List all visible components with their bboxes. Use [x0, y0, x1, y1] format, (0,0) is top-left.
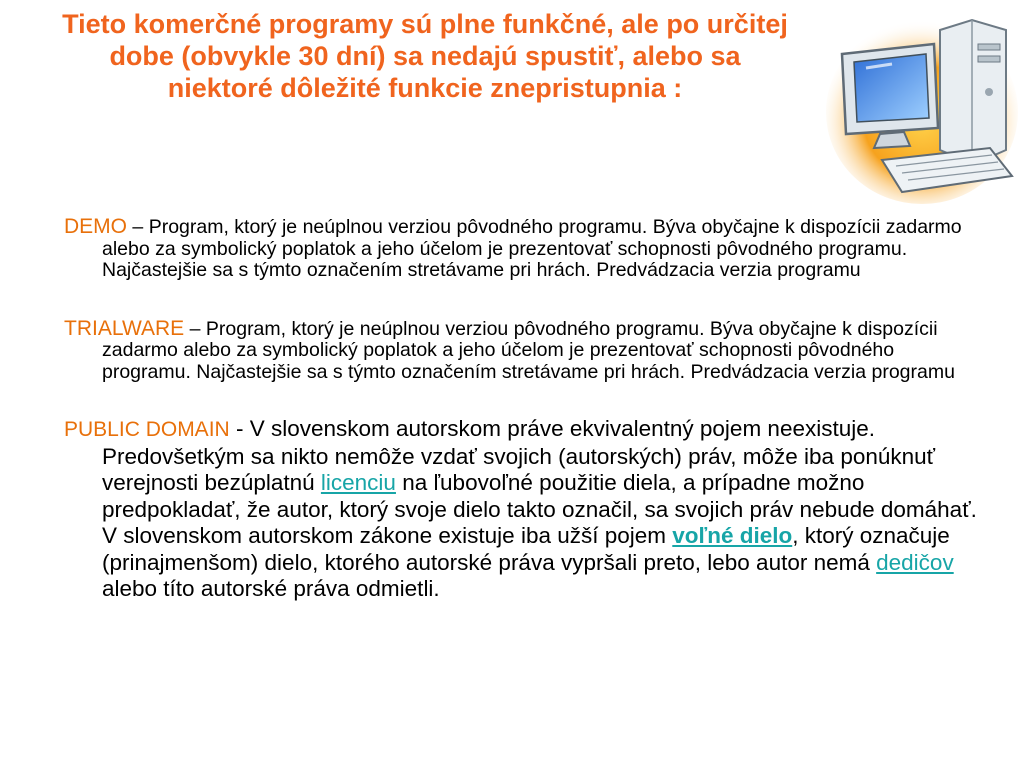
- definition-text-2: na ľubovoľné použitie diela, a prípadne možno predpokladať, že autor, ktorý svoje dielo takto označil, sa svojich práv nebude domáhať. V slovenskom autorskom zákone existuje iba užší pojem: [102, 470, 977, 548]
- paragraph-public-domain: [64, 416, 984, 603]
- definition-text: Program, ktorý je neúplnou verziou pôvodného programu. Býva obyčajne k dispozícii zadarmo alebo za symbolický poplatok a jeho účelom je prezentovať schopnosti pôvodného programu. Najčastejšie sa s týmto označením stretávame pri hrách. Predvádzacia verzia programu: [102, 317, 955, 383]
- separator: -: [229, 416, 250, 441]
- volne-dielo-link[interactable]: voľné dielo: [672, 523, 793, 548]
- paragraph-demo: [64, 216, 984, 282]
- term-demo: DEMO: [64, 215, 127, 238]
- definition-text-1: V slovenskom autorskom práve ekvivalentný pojem neexistuje. Predovšetkým sa nikto nemôže vzdať svojich (autorských) práv, môže iba ponúknuť verejnosti bezúplatnú: [102, 416, 936, 495]
- term-trialware: TRIALWARE: [64, 316, 185, 340]
- licencia-link[interactable]: licenciu: [320, 470, 396, 495]
- definition-text-4: alebo títo autorské práva odmietli.: [102, 576, 440, 601]
- term-public-domain: PUBLIC DOMAIN: [64, 418, 230, 441]
- separator: –: [127, 216, 149, 238]
- dedicov-link[interactable]: dedičov: [876, 549, 954, 575]
- separator: –: [184, 317, 206, 340]
- definition-text-3: , ktorý označuje (prinajmenšom) dielo, ktorého autorské práva vypršali preto, lebo autor nemá: [102, 523, 950, 575]
- paragraph-trialware: [64, 318, 984, 384]
- slide-title: Tieto komerčné programy sú plne funkčné, ale po určitej dobe (obvykle 30 dní) sa nedajú spustiť, alebo sa niektoré dôležité funkcie znepristupnia :: [62, 9, 788, 103]
- definition-text: Program, ktorý je neúplnou verziou pôvodného programu. Býva obyčajne k dispozícii zadarmo alebo za symbolický poplatok a jeho účelom je prezentovať schopnosti pôvodného programu. Najčastejšie sa s týmto označením stretávame pri hrách. Predvádzacia verzia programu: [102, 216, 962, 281]
- computer-illustration-icon: [822, 0, 1024, 210]
